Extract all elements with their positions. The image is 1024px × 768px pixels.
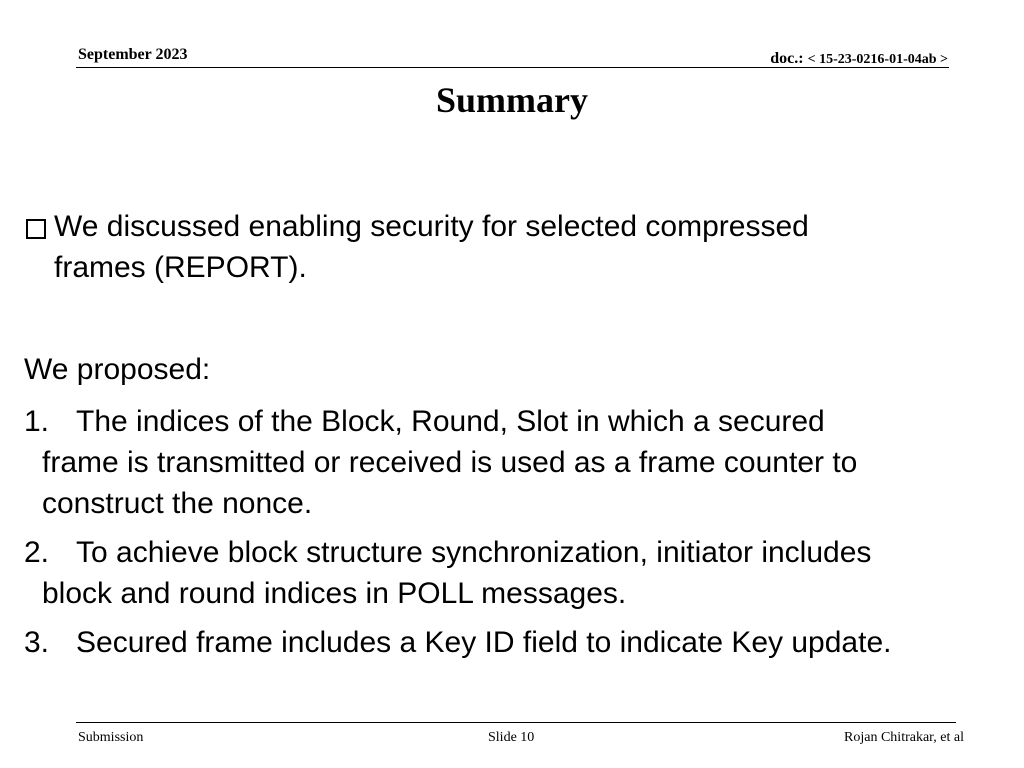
item-number: 1. [24,405,50,438]
item-line: Secured frame includes a Key ID field to indicate Key update. [76,626,892,659]
item-text [42,532,1014,614]
bullet-line-1: We discussed enabling security for selected compressed [54,210,809,243]
bullet-line-2: frames (REPORT). [54,251,307,284]
bullet-text [54,206,1014,288]
item-text [76,622,1014,663]
bullet-item [24,206,1014,288]
item-text [42,401,1014,524]
footer-submission: Submission [78,730,144,745]
slide-body [24,206,1014,671]
checkbox-bullet-icon [26,219,46,239]
item-number: 2. [24,536,50,569]
item-number: 3. [24,626,50,659]
item-line: The indices of the Block, Round, Slot in which a secured [76,405,825,438]
item-line: frame is transmitted or received is used as a frame counter to [42,446,858,479]
item-line: construct the nonce. [42,487,313,520]
slide-title: Summary [436,80,588,120]
footer-rule [76,722,956,723]
doc-prefix: doc.: [770,50,808,67]
header-rule [76,67,949,68]
footer-author: Rojan Chitrakar, et al [844,730,964,745]
header-date: September 2023 [78,46,188,63]
proposal-intro: We proposed: [24,353,211,386]
footer-slide-number: Slide 10 [488,730,535,745]
numbered-item-2 [24,532,1014,614]
numbered-item-3 [24,622,1014,663]
item-line: block and round indices in POLL messages. [42,577,627,610]
item-line: To achieve block structure synchronization, initiator includes [76,536,872,569]
numbered-item-1 [24,401,1014,524]
doc-number: < 15-23-0216-01-04ab > [807,52,948,67]
